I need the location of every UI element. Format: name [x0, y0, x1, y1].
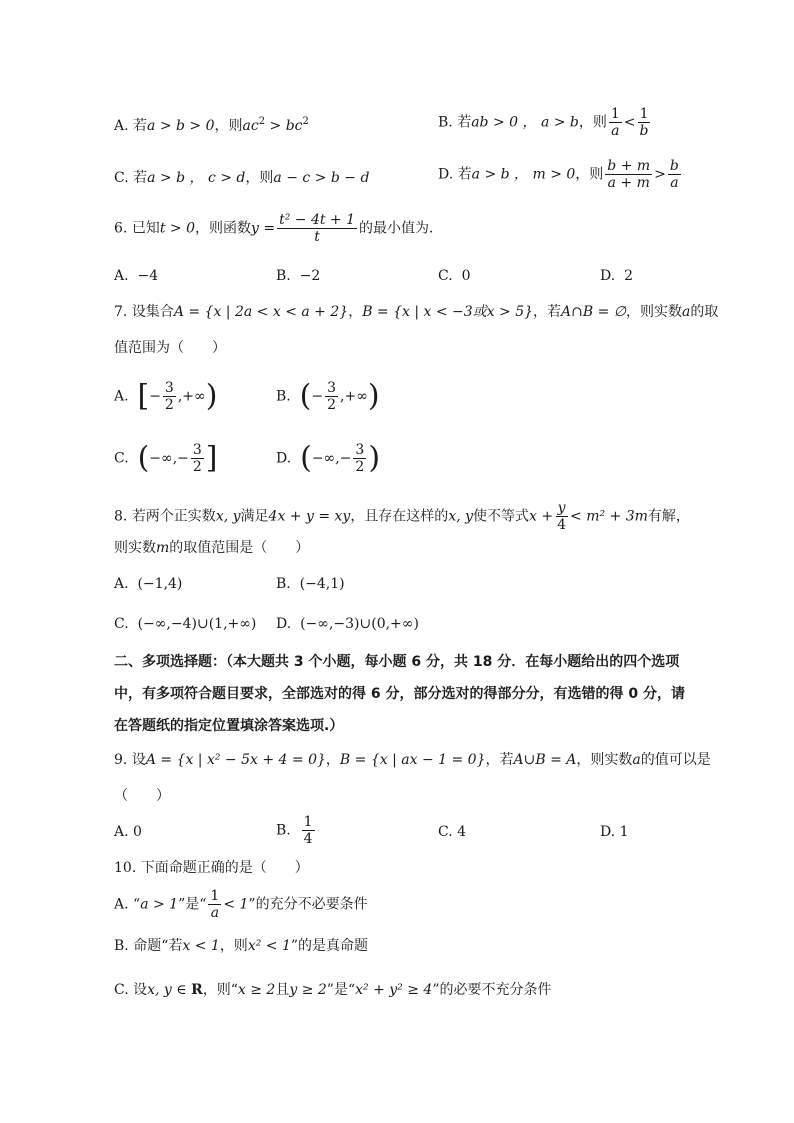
- separator: ，: [325, 752, 340, 768]
- section-instructions: （本大题共 3 个小题，每小题 6 分，共 18 分．在每小题给出的四个选项: [226, 654, 680, 670]
- math-equation: 4x + y = xy: [268, 508, 351, 525]
- option-label: B.: [276, 822, 291, 839]
- numerator: b: [669, 158, 679, 174]
- q5-option-a[interactable]: A. 若a > b > 0，则$ac^2 > bc^2$: [114, 116, 309, 134]
- bracket: ): [205, 378, 218, 414]
- question-text: 下面命题正确的是（ ）: [140, 860, 309, 876]
- bracket: ]: [205, 440, 218, 476]
- option-text: ，则: [578, 114, 607, 131]
- option-label: B.: [276, 576, 291, 592]
- denominator: a: [670, 175, 679, 191]
- option-value: 1: [619, 824, 629, 840]
- q8-option-c[interactable]: [114, 614, 256, 634]
- fraction: [638, 106, 651, 139]
- math-set: B = {x | x < −3或x > 5}: [362, 304, 534, 320]
- bracket: (: [299, 378, 312, 414]
- fraction: [353, 442, 366, 475]
- math-condition: x < 1: [182, 938, 220, 954]
- option-label: A.: [114, 268, 129, 284]
- question-text: 的值可以是: [640, 752, 711, 768]
- math-condition: t > 0: [159, 220, 195, 237]
- numerator: y: [557, 500, 566, 516]
- question-text: 有解，: [647, 508, 690, 525]
- option-label: B.: [276, 268, 291, 284]
- fraction: [191, 442, 204, 475]
- option-value: 2: [624, 268, 634, 284]
- numerator: t² − 4t + 1: [279, 212, 356, 228]
- denominator: 2: [355, 459, 365, 475]
- option-value: (−∞,−4)∪(1,+∞): [137, 616, 257, 632]
- question-number: 7.: [114, 304, 128, 320]
- option-text: 若: [133, 170, 148, 186]
- option-label: A.: [114, 118, 129, 134]
- q6-option-d[interactable]: [600, 266, 633, 286]
- math-operator: −: [311, 388, 324, 405]
- math-operator: −: [149, 388, 161, 405]
- bracket: [: [137, 378, 150, 414]
- q6-option-b[interactable]: [276, 266, 320, 286]
- bracket: ): [367, 378, 380, 414]
- math-variable: a: [632, 752, 641, 768]
- option-text: ”的充分不必要条件: [248, 896, 368, 913]
- q7-stem: [114, 302, 718, 322]
- math-condition: a > b ， c > d: [147, 170, 246, 186]
- q10-option-b[interactable]: [114, 936, 368, 956]
- bracket: (: [137, 440, 150, 476]
- fraction: [325, 380, 338, 413]
- q9-stem: [114, 750, 711, 770]
- question-text: ，若: [485, 752, 514, 768]
- numerator: 3: [327, 380, 337, 396]
- q5-option-d[interactable]: [438, 158, 683, 191]
- option-text: ”的必要不充分条件: [432, 982, 552, 998]
- question-text: 设: [131, 752, 146, 768]
- math-condition: ab > 0 ， a > b: [471, 114, 579, 131]
- math-expression: ,+∞: [340, 388, 368, 405]
- q9-option-c[interactable]: [438, 822, 466, 842]
- denominator: a + m: [607, 175, 650, 191]
- math-variable: x, y: [215, 508, 241, 525]
- question-text: 已知: [131, 220, 160, 237]
- fraction: [277, 212, 357, 245]
- math-expression: ,+∞: [177, 388, 206, 405]
- numerator: 1: [639, 106, 649, 122]
- math-variable: a: [682, 304, 691, 320]
- q8-option-a[interactable]: [114, 574, 182, 594]
- math-set: A = {x | x² − 5x + 4 = 0}: [145, 752, 326, 768]
- option-label: D.: [276, 616, 292, 632]
- q9-option-d[interactable]: [600, 822, 629, 842]
- q8-option-b[interactable]: [276, 574, 345, 594]
- denominator: 2: [164, 397, 174, 413]
- question-text: 若两个正实数: [131, 508, 216, 525]
- question-text: 满足: [240, 508, 269, 525]
- q6-option-a[interactable]: [114, 266, 158, 286]
- question-text: 的取: [690, 304, 719, 320]
- option-value: (−∞,−3)∪(0,+∞): [300, 616, 419, 632]
- math-condition: x² + y² ≥ 4: [355, 982, 433, 998]
- math-result: ac: [242, 118, 259, 134]
- math-operator: >: [654, 166, 666, 183]
- question-text: ，且存在这样的: [350, 508, 449, 525]
- question-text: ，若: [533, 304, 562, 320]
- option-label: A.: [114, 896, 129, 913]
- numerator: 3: [164, 380, 174, 396]
- option-label: B.: [276, 388, 291, 405]
- option-label: C.: [114, 616, 129, 632]
- section-title: 二、多项选择题：: [114, 654, 226, 670]
- question-number: 10.: [114, 860, 137, 876]
- math-result: a − c > b − d: [273, 170, 370, 186]
- option-value: (−4,1): [299, 576, 345, 592]
- section-two-instructions-line2: 中，有多项符合题目要求，全部选对的得 6 分，部分选对的得部分分，有选错的得 0 分，请: [114, 686, 685, 702]
- option-text: ，则“: [202, 982, 238, 998]
- math-variable: m: [156, 540, 170, 556]
- option-label: D.: [438, 166, 454, 183]
- q6-stem: [114, 212, 443, 245]
- math-expression: −∞,−: [311, 450, 352, 467]
- question-text: ，则实数: [576, 752, 633, 768]
- option-label: C.: [114, 450, 129, 467]
- option-label: C.: [438, 268, 453, 284]
- numerator: 1: [303, 814, 313, 830]
- option-text: ，则: [575, 166, 604, 183]
- question-text: 设集合: [131, 304, 174, 320]
- q5-option-b[interactable]: [438, 106, 653, 139]
- option-label: B.: [438, 114, 453, 131]
- option-label: C.: [114, 982, 129, 998]
- question-number: 6.: [114, 220, 128, 237]
- option-label: D.: [600, 268, 616, 284]
- question-number: 8.: [114, 508, 128, 525]
- fraction: [605, 158, 652, 191]
- math-condition: a > b ， m > 0: [471, 166, 576, 183]
- option-value: (−1,4): [137, 576, 183, 592]
- option-value: 0: [461, 268, 471, 284]
- denominator: a: [210, 905, 220, 921]
- real-numbers-symbol: R: [191, 982, 203, 998]
- question-number: 9.: [114, 752, 128, 768]
- math-result: > bc: [265, 118, 303, 134]
- math-expression: < m² + 3m: [570, 508, 648, 525]
- option-text: 若: [457, 114, 472, 131]
- q9-option-a[interactable]: [114, 822, 142, 842]
- math-condition: a > b > 0: [147, 118, 215, 134]
- section-two-heading: [114, 652, 679, 672]
- math-condition: x ≥ 2: [237, 982, 276, 998]
- denominator: 2: [327, 397, 337, 413]
- option-text: 且: [275, 982, 290, 998]
- denominator: 4: [557, 517, 567, 533]
- q7-option-a[interactable]: [114, 380, 217, 413]
- numerator: 3: [355, 442, 365, 458]
- q8-option-d[interactable]: [276, 614, 419, 634]
- option-text: 命题“若: [133, 938, 183, 954]
- question-text: 使不等式: [473, 508, 530, 525]
- option-value: −2: [299, 268, 321, 284]
- q10-stem: [114, 858, 309, 878]
- q9-option-b[interactable]: [276, 814, 317, 847]
- option-text: ，则: [214, 118, 243, 134]
- math-condition: y ≥ 2: [289, 982, 327, 998]
- option-label: D.: [600, 824, 616, 840]
- q7-stem-line2: 值范围为（ ）: [114, 340, 226, 356]
- option-label: A.: [114, 824, 129, 840]
- fraction: [555, 500, 568, 533]
- option-text: ”是“: [178, 896, 207, 913]
- math-condition: x² < 1: [247, 938, 291, 954]
- math-set: A = {x | 2a < x < a + 2}: [173, 304, 349, 320]
- option-label: C.: [438, 824, 453, 840]
- fraction: [609, 106, 622, 139]
- section-two-instructions-line3: 在答题纸的指定位置填涂答案选项.）: [114, 718, 344, 734]
- math-condition: A∪B = A: [513, 752, 577, 768]
- q8-stem-line2: [114, 538, 309, 558]
- option-value: 4: [457, 824, 467, 840]
- option-text: ，则: [219, 938, 248, 954]
- q8-stem: [114, 500, 690, 533]
- question-text: 则实数: [114, 540, 156, 556]
- q6-option-c[interactable]: [438, 266, 471, 286]
- math-variable: x, y: [448, 508, 474, 525]
- denominator: a: [611, 123, 620, 139]
- numerator: 1: [210, 888, 220, 904]
- math-expression: < 1: [223, 896, 249, 913]
- q7-option-b[interactable]: [276, 380, 380, 413]
- bracket: ): [368, 440, 381, 476]
- math-set: B = {x | ax − 1 = 0}: [339, 752, 486, 768]
- numerator: b + m: [607, 158, 651, 174]
- math-condition: a > 1: [140, 896, 179, 913]
- fraction: [302, 814, 315, 847]
- option-label: C.: [114, 170, 129, 186]
- option-value: −4: [137, 268, 159, 284]
- question-text: ，则函数: [194, 220, 251, 237]
- q7-option-d[interactable]: [276, 442, 380, 475]
- math-expression: x +: [529, 508, 554, 525]
- math-expression: −∞,−: [149, 450, 189, 467]
- denominator: b: [639, 123, 649, 139]
- q7-option-c[interactable]: [114, 442, 218, 475]
- fraction: [668, 158, 681, 191]
- math-condition: x, y ∈: [147, 982, 192, 998]
- numerator: 1: [610, 106, 620, 122]
- fraction: [208, 888, 221, 921]
- question-text: ，则实数: [626, 304, 682, 320]
- option-text: ”是“: [326, 982, 356, 998]
- option-text: 若: [133, 118, 148, 134]
- option-text: “: [133, 896, 141, 913]
- denominator: 2: [192, 459, 202, 475]
- bracket: (: [300, 440, 312, 476]
- math-operator: <: [623, 114, 636, 131]
- question-text: 的取值范围是（ ）: [169, 540, 310, 556]
- option-label: D.: [276, 450, 292, 467]
- q5-option-c[interactable]: [114, 168, 369, 188]
- math-expression: y =: [250, 220, 276, 237]
- question-text: 的最小值为．: [359, 220, 444, 237]
- option-label: A.: [114, 388, 129, 405]
- math-condition: A∩B = ∅: [561, 304, 626, 320]
- q10-option-a[interactable]: [114, 888, 368, 921]
- option-text: 设: [133, 982, 148, 998]
- option-text: ”的是真命题: [290, 938, 369, 954]
- q9-stem-line2: （ ）: [114, 788, 170, 804]
- option-label: B.: [114, 938, 129, 954]
- denominator: 4: [303, 831, 313, 847]
- option-value: 0: [133, 824, 142, 840]
- option-text: ，则: [245, 170, 274, 186]
- option-text: 若: [457, 166, 472, 183]
- option-label: A.: [114, 576, 129, 592]
- numerator: 3: [192, 442, 202, 458]
- q10-option-c[interactable]: [114, 980, 552, 1000]
- fraction: [163, 380, 176, 413]
- separator: ，: [348, 304, 363, 320]
- denominator: t: [314, 229, 320, 245]
